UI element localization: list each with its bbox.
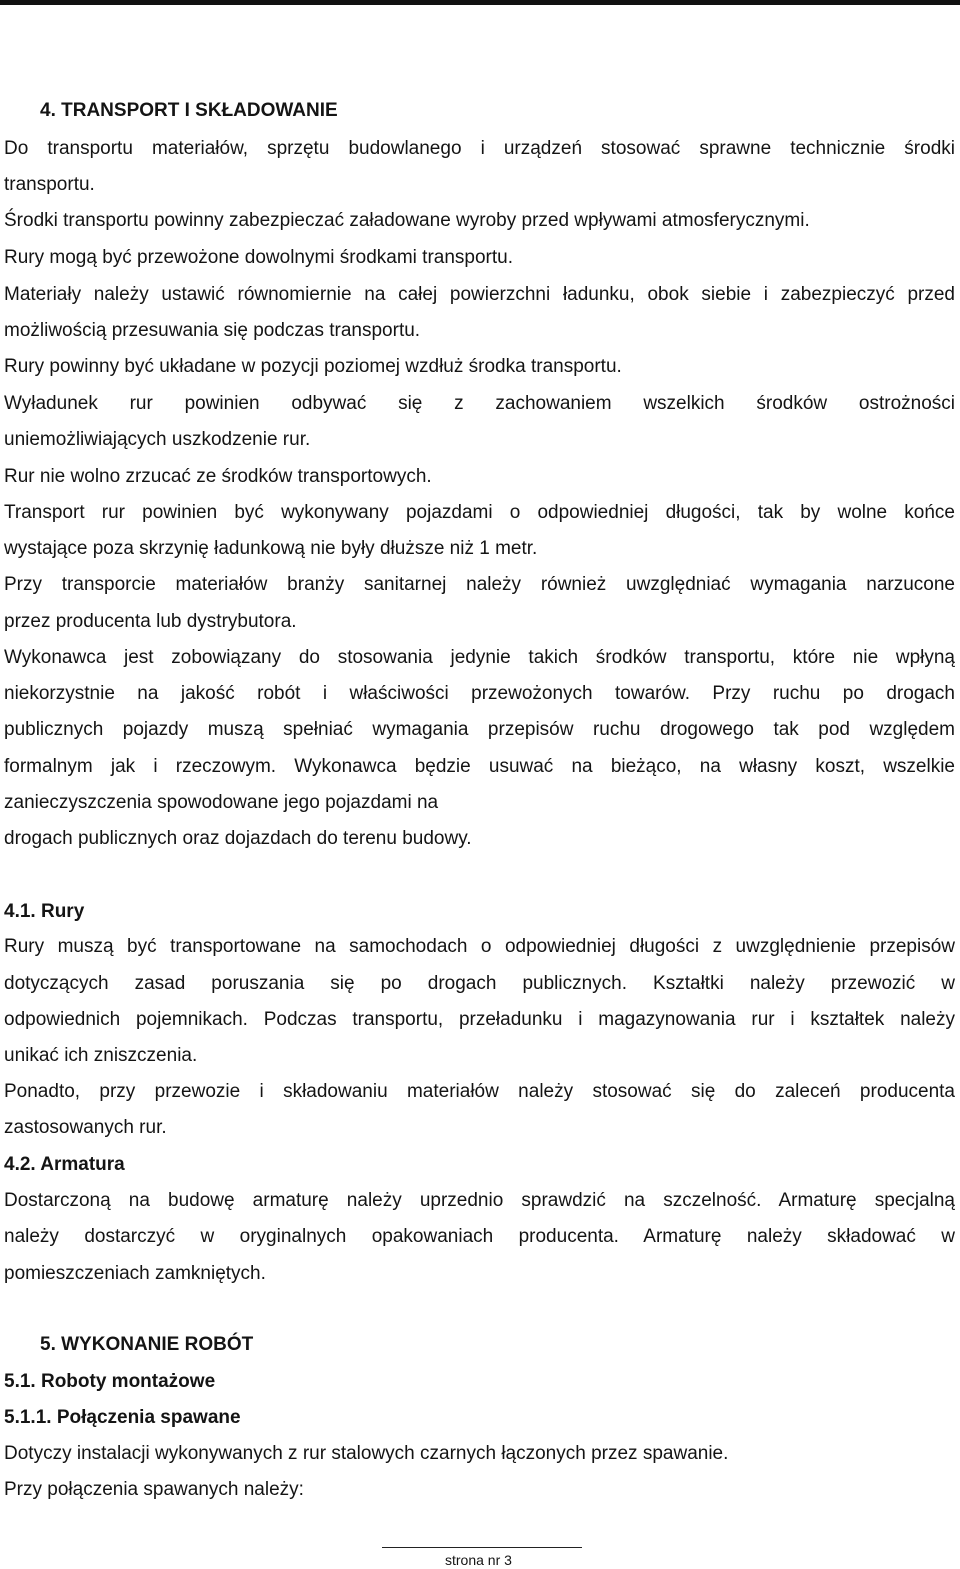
page-number: strona nr 3 bbox=[445, 1552, 512, 1568]
paragraph-line: formalnym jak i rzeczowym. Wykonawca będzie usuwać na bieżąco, na własny koszt, wszelkie bbox=[4, 756, 955, 777]
paragraph-line: dotyczących zasad poruszania się po drogach publicznych. Kształtki należy przewozić w bbox=[4, 973, 955, 994]
paragraph-line: należy dostarczyć w oryginalnych opakowaniach producenta. Armaturę należy składować w bbox=[4, 1226, 955, 1247]
paragraph-line: zanieczyszczenia spowodowane jego pojazdami na bbox=[4, 792, 439, 813]
paragraph-line: pomieszczeniach zamkniętych. bbox=[4, 1263, 266, 1284]
paragraph-line: Wykonawca jest zobowiązany do stosowania jedynie takich środków transportu, które nie wpłyną bbox=[4, 647, 955, 668]
paragraph-line: Transport rur powinien być wykonywany pojazdami o odpowiedniej długości, tak by wolne końce bbox=[4, 502, 955, 523]
paragraph-line: Przy transporcie materiałów branży sanitarnej należy również uwzględniać wymagania narzucone bbox=[4, 574, 955, 595]
paragraph-line: Ponadto, przy przewozie i składowaniu materiałów należy stosować się do zaleceń producenta bbox=[4, 1081, 955, 1102]
paragraph-line: uniemożliwiających uszkodzenie rur. bbox=[4, 429, 311, 450]
paragraph-line: Przy połączenia spawanych należy: bbox=[4, 1479, 304, 1500]
section-heading: 5.1. Roboty montażowe bbox=[4, 1371, 216, 1392]
paragraph-line: Materiały należy ustawić równomiernie na całej powierzchni ładunku, obok siebie i zabezpieczyć przed bbox=[4, 284, 955, 305]
paragraph-line: Rury mogą być przewożone dowolnymi środkami transportu. bbox=[4, 247, 513, 268]
section-heading: 4. TRANSPORT I SKŁADOWANIE bbox=[40, 100, 338, 121]
footer-rule bbox=[382, 1547, 582, 1548]
paragraph-line: zastosowanych rur. bbox=[4, 1117, 167, 1138]
top-border-line bbox=[0, 0, 960, 5]
paragraph-line: unikać ich zniszczenia. bbox=[4, 1045, 198, 1066]
paragraph-line: publicznych pojazdy muszą spełniać wymagania przepisów ruchu drogowego tak pod względem bbox=[4, 719, 955, 740]
paragraph-line: Do transportu materiałów, sprzętu budowlanego i urządzeń stosować sprawne technicznie środki bbox=[4, 138, 955, 159]
paragraph-line: Środki transportu powinny zabezpieczać załadowane wyroby przed wpływami atmosferycznymi. bbox=[4, 210, 810, 231]
paragraph-line: przez producenta lub dystrybutora. bbox=[4, 611, 297, 632]
paragraph-line: transportu. bbox=[4, 174, 95, 195]
paragraph-line: Dostarczoną na budowę armaturę należy uprzednio sprawdzić na szczelność. Armaturę specjalną bbox=[4, 1190, 955, 1211]
paragraph-line: drogach publicznych oraz dojazdach do terenu budowy. bbox=[4, 828, 472, 849]
section-heading: 5.1.1. Połączenia spawane bbox=[4, 1407, 241, 1428]
section-heading: 4.2. Armatura bbox=[4, 1154, 125, 1175]
paragraph-line: Rury powinny być układane w pozycji poziomej wzdłuż środka transportu. bbox=[4, 356, 622, 377]
paragraph-line: Rur nie wolno zrzucać ze środków transportowych. bbox=[4, 466, 432, 487]
paragraph-line: możliwością przesuwania się podczas transportu. bbox=[4, 320, 421, 341]
paragraph-line: odpowiednich pojemnikach. Podczas transportu, przeładunku i magazynowania rur i kształtek należy bbox=[4, 1009, 955, 1030]
paragraph-line: Dotyczy instalacji wykonywanych z rur stalowych czarnych łączonych przez spawanie. bbox=[4, 1443, 729, 1464]
paragraph-line: Wyładunek rur powinien odbywać się z zachowaniem wszelkich środków ostrożności bbox=[4, 393, 955, 414]
section-heading: 5. WYKONANIE ROBÓT bbox=[40, 1334, 254, 1355]
paragraph-line: wystające poza skrzynię ładunkową nie były dłuższe niż 1 metr. bbox=[4, 538, 538, 559]
paragraph-line: niekorzystnie na jakość robót i właściwości przewożonych towarów. Przy ruchu po drogach bbox=[4, 683, 955, 704]
paragraph-line: Rury muszą być transportowane na samochodach o odpowiedniej długości z uwzględnienie przepisów bbox=[4, 936, 955, 957]
section-heading: 4.1. Rury bbox=[4, 901, 85, 922]
